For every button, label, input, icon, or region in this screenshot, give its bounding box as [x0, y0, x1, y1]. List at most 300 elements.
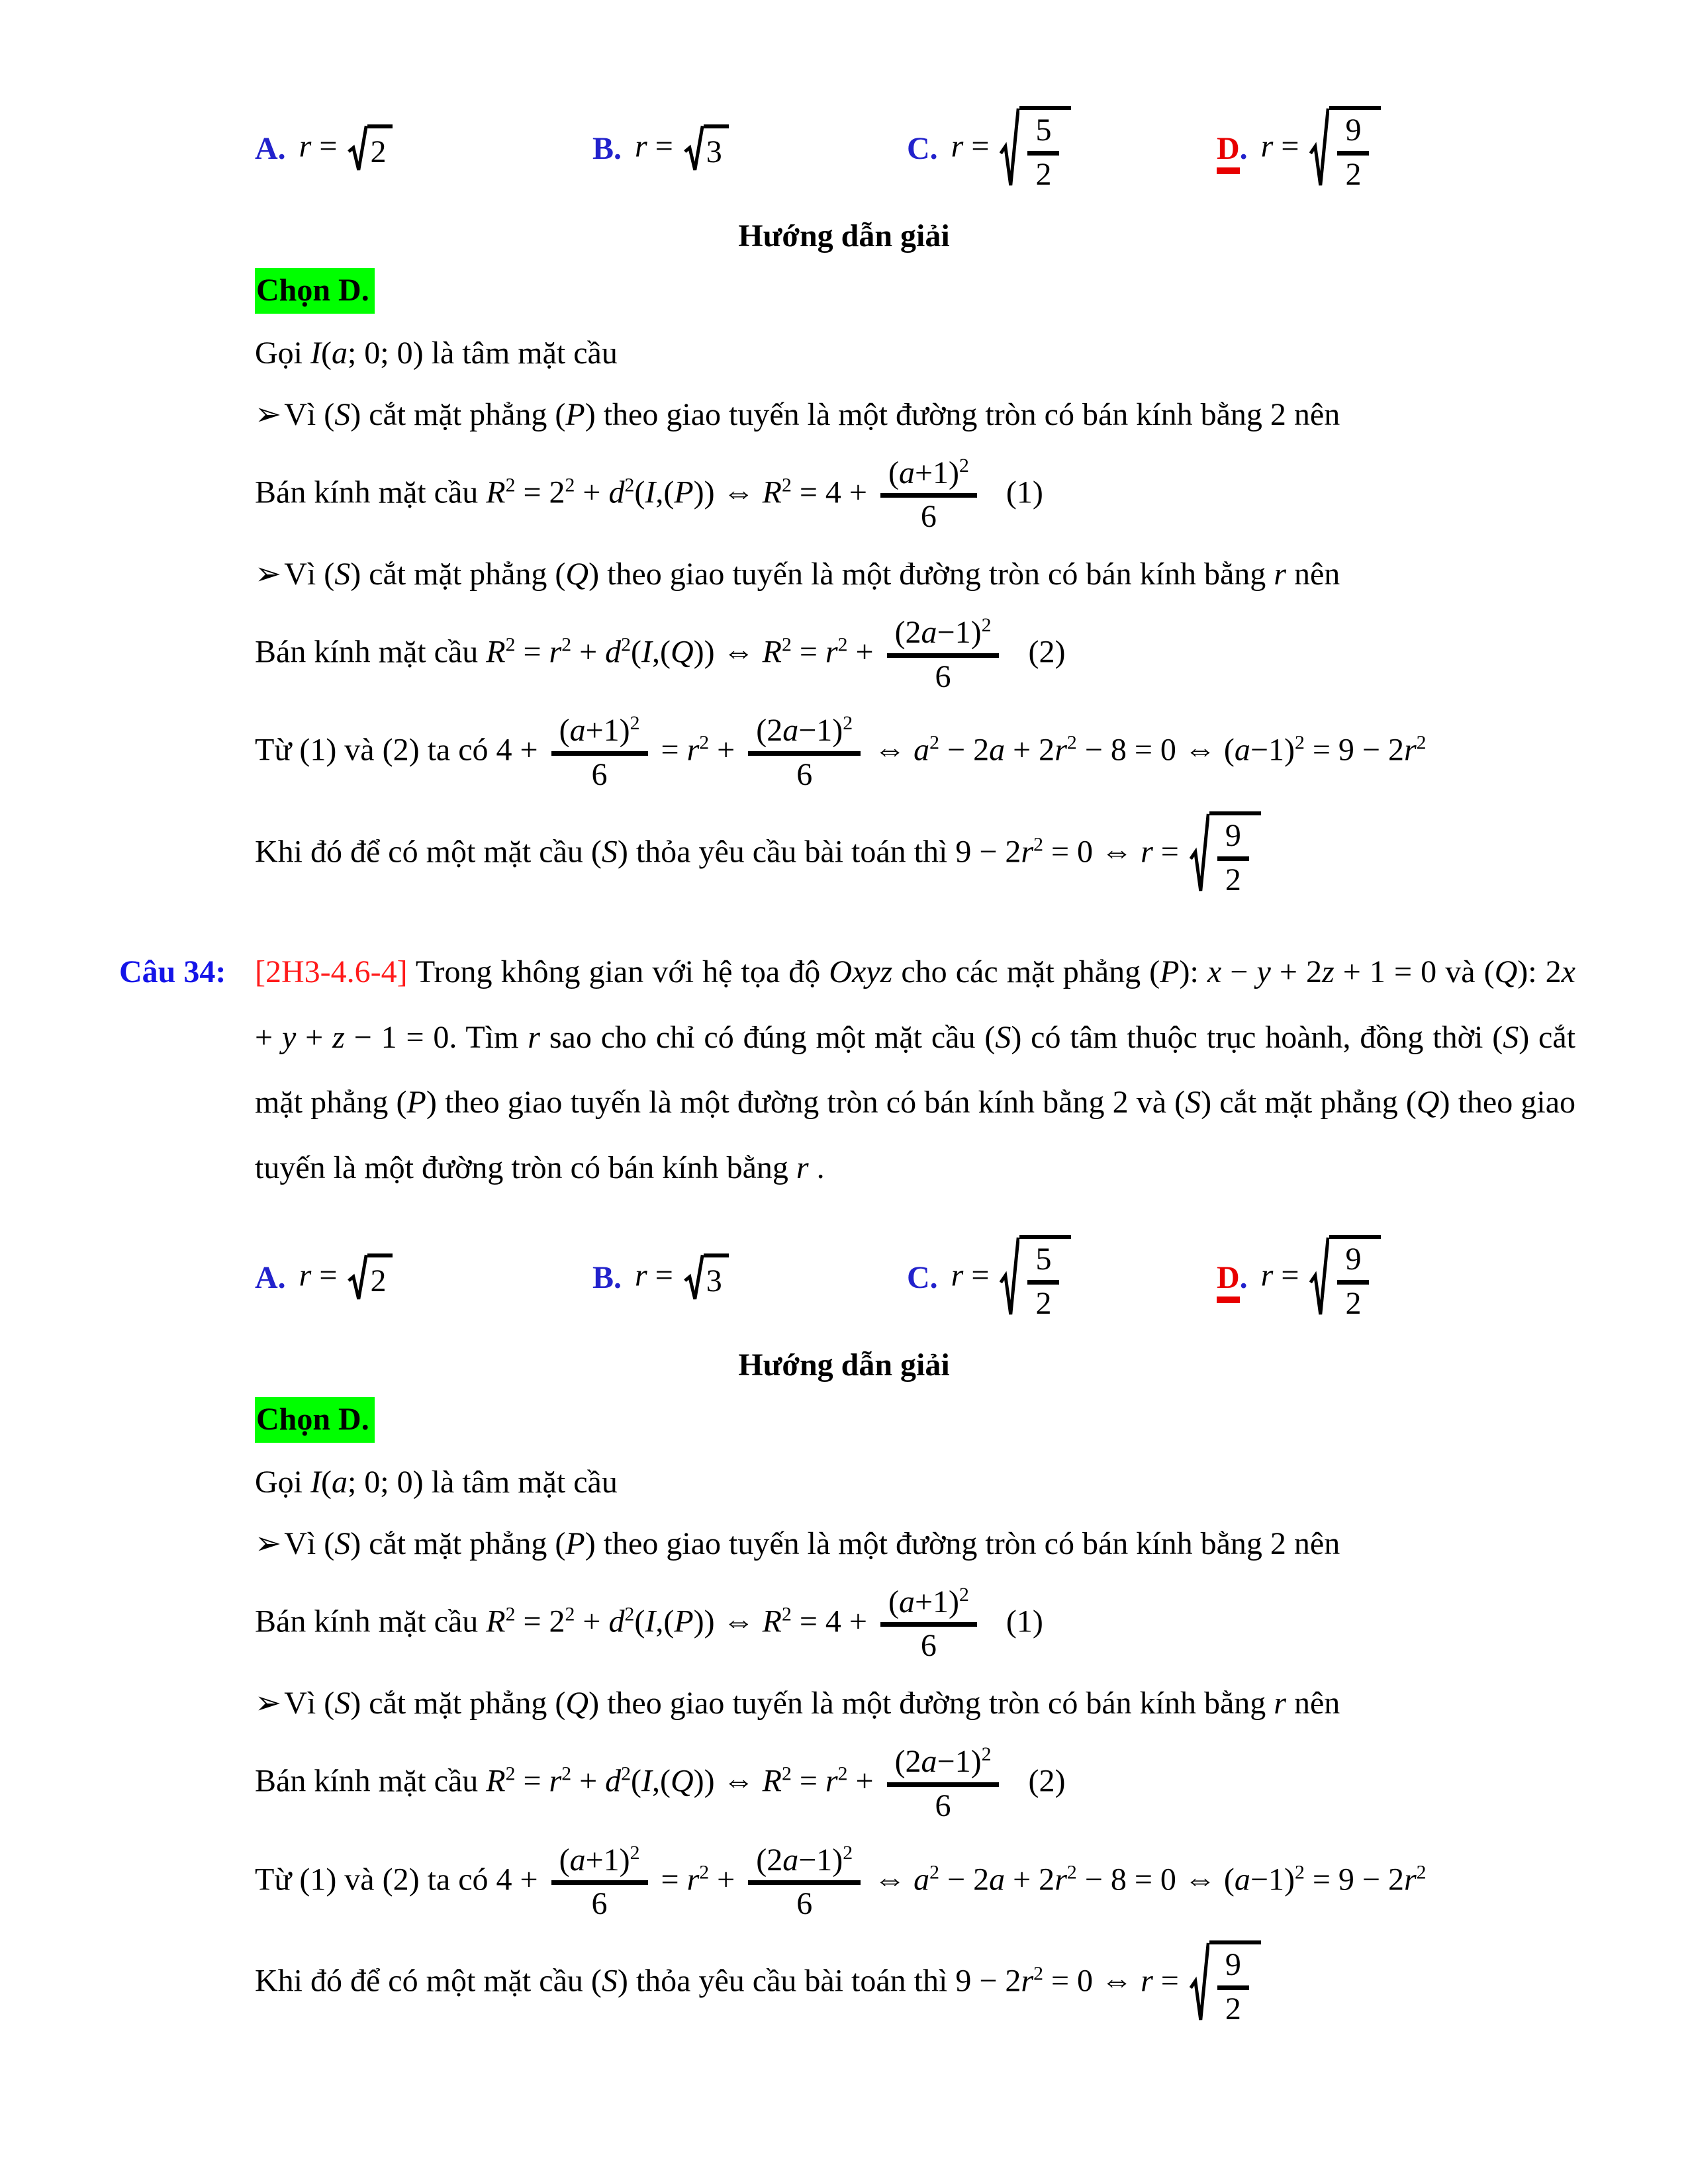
math-variable: a	[1234, 1861, 1250, 1897]
math-variable: r	[951, 1257, 964, 1293]
math-variable: r	[528, 1019, 540, 1055]
superscript: 2	[699, 1860, 710, 1883]
solution-section-1	[255, 106, 1433, 897]
math-variable: S	[601, 1963, 618, 1999]
text-run: 6	[935, 1788, 951, 1823]
text-run: 6	[920, 499, 937, 535]
math-variable: a	[331, 1465, 348, 1500]
text-run: ) cắt mặt phẳng (	[350, 1686, 566, 1721]
superscript: 2	[837, 633, 848, 656]
math-variable: r	[299, 1257, 312, 1293]
fraction	[880, 1584, 977, 1664]
text-run: là tâm mặt cầu	[423, 1465, 618, 1500]
text-run: =	[515, 1763, 549, 1799]
text-run: ) cắt mặt phẳng (	[350, 1525, 566, 1561]
superscript: 2	[981, 1743, 992, 1766]
math-variable: I	[310, 336, 321, 371]
superscript: 2	[1416, 731, 1427, 754]
radical-body	[367, 1253, 393, 1303]
chosen-answer-highlight-1: Chọn D.	[255, 268, 375, 314]
text-run: +	[296, 1019, 333, 1055]
superscript: 2	[959, 454, 969, 477]
superscript: 2	[561, 1762, 572, 1785]
text-run: =	[1152, 1963, 1187, 1999]
text-run: Vì (	[284, 1686, 335, 1721]
superscript: 2	[1066, 731, 1077, 754]
math-variable: a	[914, 1861, 930, 1897]
text-run: )) ⇔	[693, 1763, 763, 1799]
math-variable: r	[1260, 1257, 1274, 1293]
superscript: 2	[781, 1603, 792, 1625]
text-run: 2	[1225, 862, 1241, 897]
text-run: ) theo giao tuyến là một đường tròn có bán kính bằng	[588, 1686, 1274, 1721]
superscript: 2	[1033, 833, 1043, 856]
text-run: =	[1152, 834, 1187, 870]
radical	[1190, 1940, 1261, 2027]
text-run: (2	[756, 1842, 783, 1878]
text-run: 9	[1345, 113, 1362, 148]
text-run: 2	[1035, 156, 1052, 192]
text-run: Vì (	[284, 557, 335, 592]
math-variable: Oxyz	[829, 954, 893, 990]
fraction-denominator	[592, 756, 608, 793]
math-variable: a	[782, 713, 799, 749]
chosen-answer-highlight-2: Chọn D.	[255, 1397, 375, 1443]
math-variable: a	[921, 1744, 937, 1780]
math-variable: r	[1055, 732, 1067, 768]
text-run: sao cho chỉ có đúng một mặt cầu (	[539, 1019, 996, 1055]
solution-line	[255, 394, 1433, 437]
solution-line	[255, 1461, 1433, 1504]
text-run: =	[791, 1763, 825, 1799]
fraction-numerator	[1337, 113, 1369, 156]
fraction-numerator	[880, 1584, 977, 1627]
radical-sign-icon	[1309, 1235, 1329, 1322]
text-run: = 4 +	[791, 1604, 875, 1639]
text-run: (	[631, 634, 642, 670]
math-variable: I	[645, 1604, 656, 1639]
text-run: =	[647, 1257, 681, 1293]
text-run: (	[634, 1604, 645, 1639]
math-variable: z	[1321, 954, 1335, 990]
correct-option-letter: D	[1217, 1260, 1240, 1303]
solution-line	[255, 1940, 1433, 2027]
text-run: ) cắt mặt phẳng (	[255, 1019, 1576, 1120]
solution-line	[255, 332, 1433, 375]
solution-line	[255, 713, 1433, 793]
text-run: 6	[591, 1886, 608, 1922]
text-run: = 0 ⇔	[1043, 834, 1141, 870]
math-variable: Q	[565, 1686, 589, 1721]
radical-sign-icon	[1190, 811, 1209, 898]
fraction-denominator	[1225, 861, 1241, 898]
arrow-bullet-icon: ➢	[255, 396, 282, 432]
text-run: Trong không gian với hệ tọa độ	[407, 954, 829, 990]
superscript: 2	[959, 1583, 969, 1606]
text-run: 2	[370, 134, 387, 169]
superscript: 2	[929, 1860, 940, 1883]
text-run: (	[888, 1584, 899, 1619]
text-run: Khi đó để có một mặt cầu (	[255, 834, 602, 870]
text-run: =	[515, 634, 549, 670]
math-variable: R	[486, 1763, 506, 1799]
text-run: 3	[706, 134, 722, 169]
math-variable: r	[1274, 557, 1286, 592]
math-variable: r	[1403, 732, 1417, 768]
answer-option-label	[1217, 1257, 1248, 1300]
math-variable: S	[334, 1525, 351, 1561]
math-variable: P	[674, 474, 694, 510]
superscript: 2	[843, 712, 853, 735]
math-variable: R	[486, 634, 506, 670]
text-run: − 2	[939, 1861, 990, 1897]
math-variable: r	[1403, 1861, 1417, 1897]
text-run: 2	[1035, 1285, 1052, 1321]
text-run: = 9 − 2	[1304, 1861, 1404, 1897]
answer-option	[255, 124, 592, 174]
text-run: − 2	[939, 732, 990, 768]
fraction-numerator	[748, 713, 861, 756]
text-run: (	[559, 1842, 570, 1878]
superscript: 2	[505, 1762, 516, 1785]
superscript: 2	[699, 731, 710, 754]
text-run: (	[634, 474, 645, 510]
arrow-bullet-icon: ➢	[255, 1525, 282, 1561]
math-variable: r	[549, 1763, 562, 1799]
answer-option-value	[635, 124, 731, 174]
text-run: =	[1273, 128, 1307, 164]
math-variable: r	[1055, 1861, 1067, 1897]
math-variable: R	[486, 474, 506, 510]
text-run: +	[571, 1763, 606, 1799]
superscript: 2	[505, 473, 516, 496]
math-variable: a	[1234, 732, 1250, 768]
text-run: ,(	[655, 474, 675, 510]
math-variable: a	[914, 732, 930, 768]
solution-line	[255, 1843, 1433, 1923]
superscript: 2	[505, 1603, 516, 1625]
answers-row-1	[255, 106, 1433, 193]
superscript: 2	[565, 1603, 575, 1625]
math-variable: r	[951, 128, 964, 164]
math-variable: P	[674, 1604, 694, 1639]
fraction	[1217, 1947, 1249, 2027]
math-variable: r	[635, 128, 647, 164]
solution-line	[255, 1523, 1433, 1566]
math-variable: a	[782, 1842, 799, 1878]
fraction-denominator	[592, 1885, 608, 1922]
superscript: 2	[624, 1603, 635, 1625]
text-run: (2)	[1004, 1763, 1066, 1799]
math-variable: r	[686, 732, 700, 768]
solution-line	[255, 1584, 1433, 1664]
math-variable: r	[825, 1763, 838, 1799]
superscript: 2	[561, 633, 572, 656]
text-run: +	[847, 634, 882, 670]
text-run: Vì (	[284, 1525, 335, 1561]
superscript: 2	[624, 473, 635, 496]
text-run: +1)	[914, 1584, 959, 1619]
text-run: =	[963, 1257, 998, 1293]
fraction	[880, 455, 977, 535]
text-run: ):	[1179, 954, 1207, 990]
math-variable: R	[762, 634, 782, 670]
superscript: 2	[981, 614, 992, 636]
radical	[348, 124, 393, 174]
answer-option-value	[299, 1253, 396, 1303]
text-run: +	[847, 1763, 882, 1799]
text-run: −1)	[1250, 1861, 1295, 1897]
text-run: 6	[796, 1886, 813, 1922]
radical-sign-icon	[1000, 1235, 1019, 1322]
text-run: = 9 − 2	[1304, 732, 1404, 768]
solution-lines-1	[255, 332, 1433, 897]
text-run: 6	[935, 659, 951, 694]
radical	[1309, 1235, 1381, 1322]
text-run: =	[311, 1257, 346, 1293]
math-variable: S	[334, 557, 351, 592]
text-run: (	[559, 713, 570, 749]
radical-body	[1329, 1235, 1381, 1322]
text-run: cho các mặt phẳng (	[892, 954, 1160, 990]
answer-option-label: C.	[907, 1259, 938, 1295]
text-run: (	[631, 1763, 642, 1799]
math-variable: Q	[1416, 1085, 1440, 1120]
text-run: ,(	[652, 634, 671, 670]
text-run: = 2	[515, 1604, 565, 1639]
solution-line	[255, 553, 1433, 596]
math-variable: r	[549, 634, 562, 670]
text-run: +1)	[914, 455, 959, 490]
math-variable: a	[989, 1861, 1006, 1897]
radical-body	[1329, 106, 1381, 193]
text-run: 2	[1225, 1991, 1241, 2026]
math-variable: P	[1160, 954, 1180, 990]
fraction	[1217, 818, 1249, 898]
arrow-bullet-icon: ➢	[255, 557, 282, 592]
text-run: nên	[1286, 557, 1340, 592]
fraction-denominator	[935, 658, 951, 695]
math-variable: z	[332, 1019, 345, 1055]
superscript: 2	[837, 1762, 848, 1785]
text-run: = 0 ⇔	[1043, 1963, 1141, 1999]
fraction-denominator	[921, 1627, 937, 1664]
math-variable: Q	[671, 634, 694, 670]
fraction-numerator	[1027, 113, 1059, 156]
text-run: 6	[920, 1628, 937, 1664]
radical	[1000, 106, 1071, 193]
math-variable: x	[1207, 954, 1222, 990]
text-run: +	[575, 474, 609, 510]
radical-body	[704, 124, 729, 174]
superscript: 2	[1416, 1860, 1427, 1883]
math-variable: r	[1260, 128, 1274, 164]
fraction-denominator	[796, 1885, 812, 1922]
answer-option-label: C.	[907, 130, 938, 166]
superscript: 2	[621, 633, 632, 656]
radical-sign-icon	[684, 124, 704, 174]
fraction	[748, 713, 861, 793]
radical	[684, 124, 729, 174]
text-run: +	[255, 1019, 282, 1055]
text-run: Bán kính mặt cầu	[255, 1604, 487, 1639]
text-run: 9	[1345, 1242, 1362, 1277]
text-run: (	[888, 455, 899, 490]
superscript: 2	[781, 1762, 792, 1785]
math-variable: r	[796, 1150, 809, 1185]
fraction	[748, 1843, 861, 1923]
text-run: 5	[1035, 113, 1052, 148]
text-run: 6	[796, 757, 813, 793]
answer-option	[1217, 1235, 1383, 1322]
math-variable: a	[898, 455, 915, 490]
text-run: =	[647, 128, 681, 164]
math-variable: S	[334, 1686, 351, 1721]
text-run: = 2	[515, 474, 565, 510]
text-run: + 2	[1005, 732, 1055, 768]
fraction-numerator	[1027, 1242, 1059, 1285]
answer-option-value	[951, 1235, 1074, 1322]
superscript: 2	[630, 712, 640, 735]
text-run: Từ (1) và (2) ta có 4 +	[255, 1861, 546, 1897]
solution-lines-2	[255, 1461, 1433, 2026]
math-variable: S	[1185, 1085, 1201, 1120]
fraction	[887, 1744, 1000, 1824]
math-variable: I	[645, 474, 656, 510]
radical-body	[1209, 811, 1261, 898]
text-run: ) có tâm thuộc trục hoành, đồng thời (	[1011, 1019, 1503, 1055]
radical-body	[1019, 1235, 1071, 1322]
chosen-answer-line-1	[255, 268, 1433, 314]
superscript: 2	[1066, 1860, 1077, 1883]
question-body	[255, 954, 1575, 1185]
fraction-numerator	[880, 455, 977, 498]
text-run: ⇔	[866, 1861, 914, 1897]
text-run: ): 2	[1517, 954, 1562, 990]
radical-sign-icon	[348, 1253, 367, 1303]
math-variable: I	[310, 1465, 321, 1500]
radical	[1000, 1235, 1071, 1322]
text-run: ) thỏa yêu cầu bài toán thì 9 − 2	[617, 834, 1021, 870]
superscript: 2	[929, 731, 940, 754]
text-run: 2	[1345, 156, 1362, 192]
math-variable: r	[1141, 1963, 1153, 1999]
fraction-numerator	[887, 1744, 1000, 1787]
text-run: =	[653, 732, 687, 768]
text-run: ; 0; 0)	[347, 1465, 424, 1500]
arrow-bullet-icon: ➢	[255, 1686, 282, 1721]
solution-guide-heading-2: Hướng dẫn giải	[738, 1347, 950, 1383]
superscript: 2	[630, 1841, 640, 1864]
text-run: − 8 = 0 ⇔ (	[1076, 1861, 1235, 1897]
superscript: 2	[1294, 1860, 1305, 1883]
radical-sign-icon	[1190, 1940, 1209, 2027]
question-number-label: Câu 34:	[119, 954, 226, 990]
math-variable: R	[486, 1604, 506, 1639]
text-run: 2	[370, 1263, 387, 1298]
math-variable: d	[608, 474, 625, 510]
math-variable: P	[565, 396, 585, 432]
text-run: 9	[1225, 1947, 1241, 1983]
solution-section-2	[255, 1235, 1433, 2026]
text-run: (2	[756, 713, 783, 749]
radical-body	[367, 124, 393, 174]
text-run: ) cắt mặt phẳng (	[1201, 1085, 1417, 1120]
radical-body	[704, 1253, 729, 1303]
math-variable: d	[605, 634, 622, 670]
text-run: (	[320, 1465, 332, 1500]
text-run: ) cắt mặt phẳng (	[350, 557, 566, 592]
math-variable: I	[641, 1763, 653, 1799]
fraction-denominator	[921, 498, 937, 535]
fraction	[1337, 113, 1369, 193]
math-variable: a	[569, 713, 586, 749]
answer-option-value	[299, 124, 396, 174]
text-run: = 4 +	[791, 474, 875, 510]
answer-option-value	[635, 1253, 731, 1303]
text-run: ⇔	[866, 732, 914, 768]
answer-option	[907, 1235, 1217, 1322]
superscript: 2	[565, 473, 575, 496]
text-run: −1)	[937, 1744, 982, 1780]
fraction-denominator	[1345, 156, 1361, 193]
text-run: − 8 = 0 ⇔ (	[1076, 732, 1235, 768]
fraction-numerator	[1217, 1947, 1249, 1990]
radical-body	[1209, 1940, 1261, 2027]
text-run: Gọi	[255, 1465, 310, 1500]
math-variable: S	[995, 1019, 1011, 1055]
text-run: 6	[591, 757, 608, 793]
answer-option-label: B.	[592, 1259, 622, 1295]
text-run: 5	[1035, 1242, 1052, 1277]
math-variable: a	[331, 336, 348, 371]
fraction-numerator	[748, 1843, 861, 1886]
text-run: −1)	[937, 614, 982, 650]
text-run: =	[963, 128, 998, 164]
fraction-denominator	[1345, 1285, 1361, 1322]
math-variable: d	[608, 1604, 625, 1639]
text-run: ; 0; 0)	[347, 336, 424, 371]
text-run: Gọi	[255, 336, 310, 371]
math-variable: y	[281, 1019, 297, 1055]
math-variable: r	[686, 1861, 700, 1897]
math-variable: r	[1274, 1686, 1286, 1721]
text-run: ) theo giao tuyến là một đường tròn có bán kính bằng	[588, 557, 1274, 592]
text-run: ,(	[655, 1604, 675, 1639]
math-variable: Q	[1494, 954, 1518, 990]
text-run: ,(	[652, 1763, 671, 1799]
fraction	[1027, 1242, 1059, 1322]
fraction	[551, 713, 648, 793]
text-run: Bán kính mặt cầu	[255, 1763, 487, 1799]
text-run: Từ (1) và (2) ta có 4 +	[255, 732, 546, 768]
answer-option-label: A.	[255, 1259, 286, 1295]
question-block	[119, 940, 1576, 1201]
text-run: + 2	[1005, 1861, 1055, 1897]
solution-guide-heading-1: Hướng dẫn giải	[738, 218, 950, 253]
text-run: +1)	[585, 1842, 630, 1878]
text-run: (1)	[982, 474, 1043, 510]
math-variable: P	[406, 1085, 426, 1120]
fraction-numerator	[887, 615, 1000, 658]
superscript: 2	[1294, 731, 1305, 754]
text-run: )) ⇔	[693, 474, 763, 510]
math-variable: r	[825, 634, 838, 670]
fraction-numerator	[551, 713, 648, 756]
solution-line	[255, 811, 1433, 898]
text-run: −1)	[798, 1842, 843, 1878]
fraction-denominator	[1035, 1285, 1051, 1322]
